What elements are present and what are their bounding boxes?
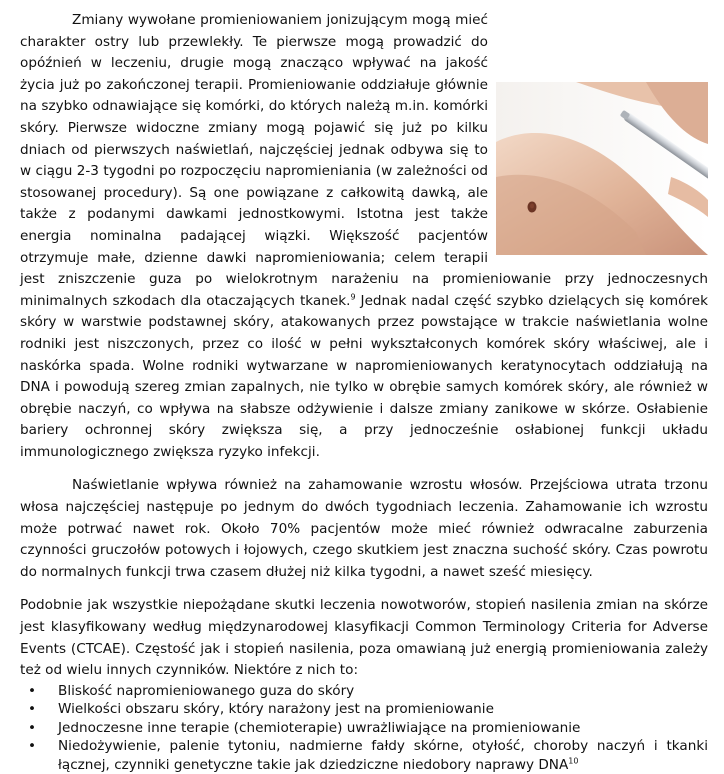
list-item [20, 700, 708, 719]
paragraph-2 [20, 475, 708, 583]
paragraph-1-text-continued: Jednak nadal część szybko dzielących się komórek skóry w warstwie podstawnej skóry, atakowanych przez powstające w trakcie naświetlania wolne rodniki jest niszczonych, przez co ilość w pełni wykształconych komórek skóry właściwej, ale i naskórka spada. Wolne rodniki wytwarzane w napromieniowanych keratynocytach oddziałują na DNA i powodują szereg zmian zapalnych, nie tylko w obrębie samych komórek skóry, ale również w obrębie naczyń, co wpływa na słabsze odżywienie i dalsze zmiany zanikowe w skórze. Osłabienie bariery ochronnej skóry zwiększa się, a przy jednocześnie osłabionej funkcji układu immunologicznego zwiększa ryzyko infekcji. [20, 292, 708, 460]
list-item [20, 737, 708, 774]
bullet-icon: • [28, 682, 37, 699]
document-page [20, 10, 708, 774]
list-item [20, 682, 708, 701]
paragraph-1-text: Zmiany wywołane promieniowaniem jonizującym mogą mieć charakter ostry lub przewlekły. Te pierwsze mogą prowadzić do opóźnień w leczeniu, drugie mogą znacząco wpływać na jakość życia już po zakończonej terapii. Promieniowanie oddziałuje głównie na szybko odnawiające się komórki, do których należą m.in. komórki skóry. Pierwsze widoczne zmiany mogą pojawić się już po kilku dniach od pierwszych naświetlań, najczęściej jednak odbywa się to w ciągu 2-3 tygodni po rozpoczęciu napromieniania (w zależności od stosowanej procedury). Są one powiązane z całkowitą dawką, ale także z podanymi dawkami jednostkowymi. Istotna jest także energia nominalna padającej wiązki. Większość pacjentów otrzymuje małe, dzienne dawki napromieniowania; celem terapii jest zniszczenie guza po wielokrotnym narażeniu na promieniowanie przy jednoczesnych minimalnych szkodach dla otaczających tkanek. [20, 12, 708, 309]
list-item-text: Bliskość napromieniowanego guza do skóry [58, 682, 355, 699]
list-item [20, 719, 708, 738]
list-item-text: Wielkości obszaru skóry, który narażony jest na promieniowanie [58, 701, 494, 718]
list-item-text: Jednoczesne inne terapie (chemioterapie) uwrażliwiające na promieniowanie [58, 719, 581, 736]
bullet-icon: • [28, 701, 37, 718]
bullet-icon: • [28, 719, 37, 736]
paragraph-3 [20, 595, 708, 681]
factors-list [20, 682, 708, 774]
list-item-text: Niedożywienie, palenie tytoniu, nadmierne fałdy skórne, otyłość, choroby naczyń i tkanki łącznej, czynniki genetyczne takie jak dziedziczne niedobory naprawy DNA [58, 738, 708, 773]
paragraph-3-text: Podobnie jak wszystkie niepożądane skutki leczenia nowotworów, stopień nasilenia zmian na skórze jest klasyfikowany według międzynarodowej klasyfikacji Common Terminology Criteria for Adverse Events (CTCAE). Częstość jak i stopień nasilenia, poza omawianą już energią promieniowania zależy też od wielu innych czynników. Niektóre z nich to: [20, 597, 708, 679]
footnote-ref-10: 10 [568, 756, 579, 766]
bullet-icon: • [28, 738, 37, 755]
footnote-ref-9: 9 [350, 292, 356, 302]
paragraph-2-text: Naświetlanie wpływa również na zahamowanie wzrostu włosów. Przejściowa utrata trzonu włosa najczęściej następuje po jednym do dwóch tygodniach leczenia. Zahamowanie ich wzrostu może potrwać nawet rok. Około 70% pacjentów może mieć również odwracalne zaburzenia czynności gruczołów potowych i łojowych, czego skutkiem jest znaczna suchość skóry. Czas powrotu do normalnych funkcji trwa czasem dłużej niż kilka tygodni, a nawet sześć miesięcy. [20, 477, 708, 580]
skin-examination-photo [496, 82, 708, 255]
